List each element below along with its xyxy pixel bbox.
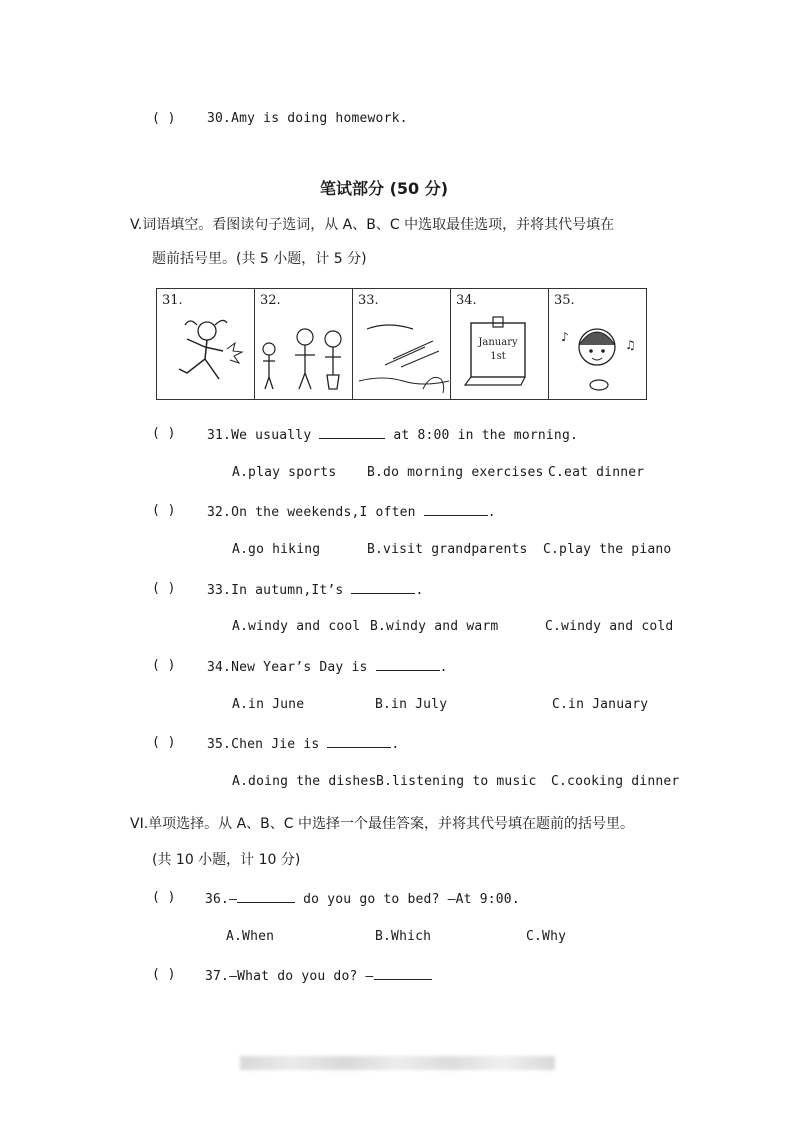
section-title: 笔试部分 (50 分) xyxy=(320,179,449,198)
question-35 xyxy=(207,735,399,752)
option-b: B.visit grandparents xyxy=(367,542,528,557)
answer-paren[interactable]: ( ) xyxy=(152,581,176,596)
option-a: A.go hiking xyxy=(232,542,321,557)
answer-blank[interactable] xyxy=(319,426,385,439)
answer-paren[interactable]: ( ) xyxy=(152,658,176,673)
family-grandparents-icon xyxy=(255,289,352,399)
question-30-text: 30.Amy is doing homework. xyxy=(207,111,408,126)
answer-blank[interactable] xyxy=(424,503,488,516)
question-text: at 8:00 in the morning. xyxy=(385,428,579,443)
question-text: 35.Chen Jie is xyxy=(207,737,328,752)
question-36 xyxy=(205,890,520,907)
answer-paren[interactable]: ( ) xyxy=(152,503,176,518)
question-text: 33.In autumn,It’s xyxy=(207,583,352,598)
question-text: 36.— xyxy=(205,892,238,907)
picture-number: 33. xyxy=(358,293,379,308)
option-a: A.When xyxy=(226,929,275,944)
question-text: . xyxy=(439,660,448,675)
picture-cell-35 xyxy=(549,289,647,400)
answer-blank[interactable] xyxy=(327,735,391,748)
section-5-heading-line1: V.词语填空。看图读句子选词，从 A、B、C 中选取最佳选项，并将其代号填在 xyxy=(130,217,615,233)
option-c: C.cooking dinner xyxy=(551,774,680,789)
option-b: B.windy and warm xyxy=(370,619,499,634)
option-c: C.in January xyxy=(552,697,649,712)
calendar-icon xyxy=(451,289,548,399)
answer-paren[interactable]: ( ) xyxy=(152,426,176,441)
question-text: 37.—What do you do? — xyxy=(205,969,374,984)
picture-number: 32. xyxy=(260,293,281,308)
calendar-caption-line1: January xyxy=(478,337,518,348)
answer-paren[interactable]: ( ) xyxy=(152,111,176,126)
question-text: . xyxy=(415,583,424,598)
answer-blank[interactable] xyxy=(351,581,415,594)
option-c: C.eat dinner xyxy=(548,465,645,480)
question-37 xyxy=(205,967,432,984)
girl-exercising-icon xyxy=(157,289,254,399)
option-c: C.play the piano xyxy=(543,542,672,557)
question-34 xyxy=(207,658,448,675)
question-text: 31.We usually xyxy=(207,428,320,443)
answer-blank[interactable] xyxy=(237,890,295,903)
option-a: A.windy and cool xyxy=(232,619,361,634)
option-b: B.listening to music xyxy=(376,774,537,789)
picture-number: 34. xyxy=(456,293,477,308)
windy-landscape-icon xyxy=(353,289,450,399)
option-c: C.Why xyxy=(526,929,567,944)
question-33 xyxy=(207,581,424,598)
option-b: B.do morning exercises xyxy=(367,465,544,480)
question-31 xyxy=(207,426,578,443)
blurred-footer xyxy=(240,1056,555,1070)
option-a: A.doing the dishes xyxy=(232,774,377,789)
option-a: A.play sports xyxy=(232,465,337,480)
answer-paren[interactable]: ( ) xyxy=(152,967,176,982)
section-5-heading-line2: 题前括号里。(共 5 小题，计 5 分) xyxy=(152,251,367,267)
option-a: A.in June xyxy=(232,697,305,712)
question-32 xyxy=(207,503,496,520)
question-text: . xyxy=(487,505,496,520)
option-c: C.windy and cold xyxy=(545,619,674,634)
girl-listening-music-icon xyxy=(549,289,646,399)
question-text: 32.On the weekends,I often xyxy=(207,505,424,520)
picture-cell-34 xyxy=(451,289,549,400)
picture-cell-31 xyxy=(157,289,255,400)
picture-number: 35. xyxy=(554,293,575,308)
picture-cell-32 xyxy=(255,289,353,400)
answer-blank[interactable] xyxy=(374,967,432,980)
answer-blank[interactable] xyxy=(376,658,440,671)
svg-text:♪: ♪ xyxy=(561,330,569,344)
option-b: B.Which xyxy=(375,929,432,944)
section-6-heading-line1: VI.单项选择。从 A、B、C 中选择一个最佳答案，并将其代号填在题前的括号里。 xyxy=(130,816,635,832)
calendar-caption-line2: 1st xyxy=(490,351,506,362)
question-text: do you go to bed? —At 9:00. xyxy=(295,892,520,907)
picture-cell-33 xyxy=(353,289,451,400)
answer-paren[interactable]: ( ) xyxy=(152,890,176,905)
answer-paren[interactable]: ( ) xyxy=(152,735,176,750)
picture-table xyxy=(156,288,647,400)
picture-number: 31. xyxy=(162,293,183,308)
section-6-heading-line2: (共 10 小题，计 10 分) xyxy=(152,852,301,868)
option-b: B.in July xyxy=(375,697,448,712)
svg-text:♫: ♫ xyxy=(625,338,636,352)
question-text: . xyxy=(391,737,400,752)
question-text: 34.New Year’s Day is xyxy=(207,660,376,675)
